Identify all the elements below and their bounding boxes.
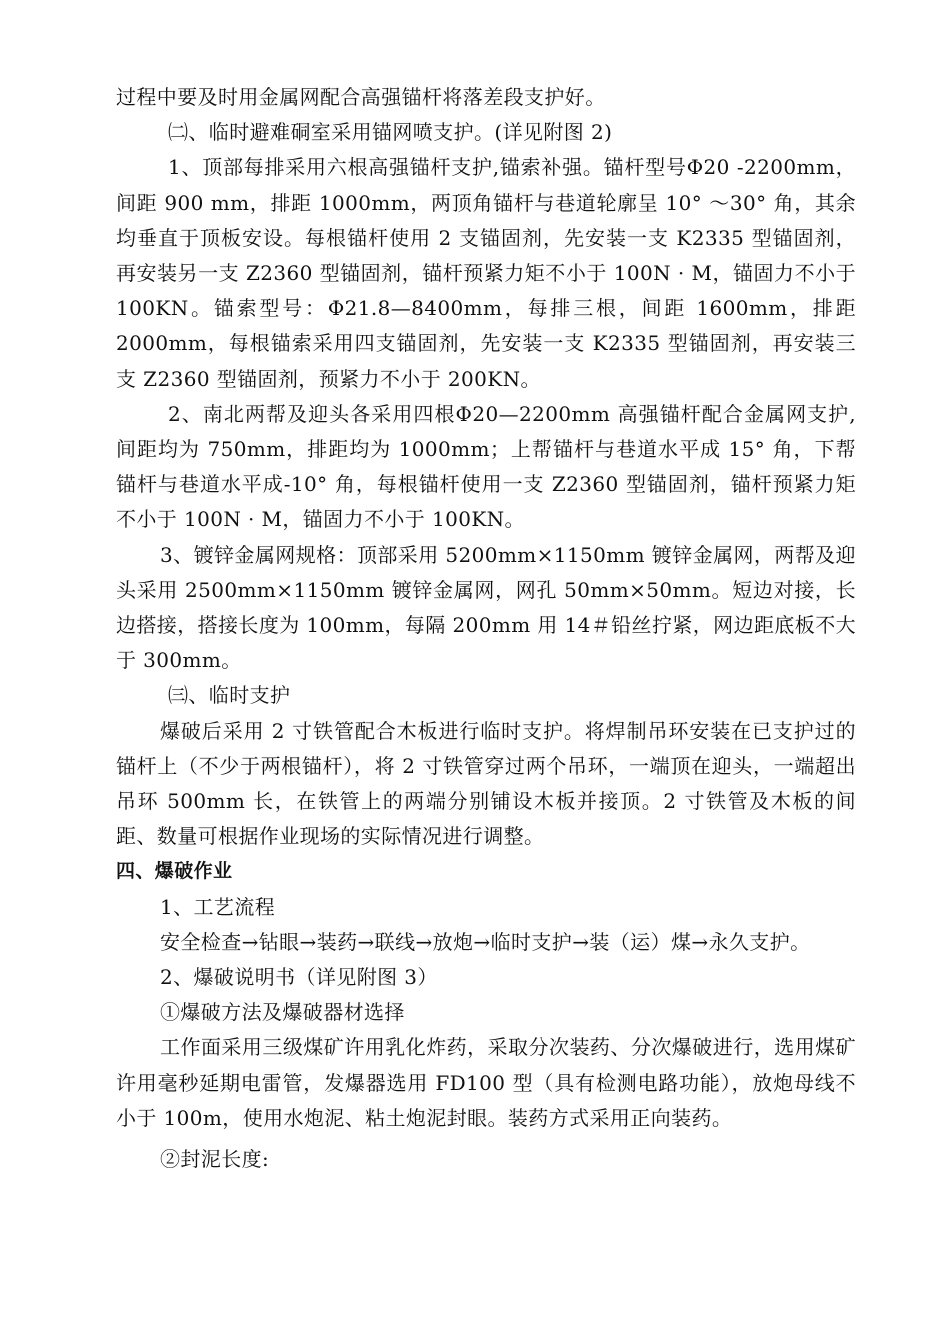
section-heading-refuge-chamber: ㈡、临时避难硐室采用锚网喷支护。(详见附图 2) — [168, 120, 613, 145]
chapter-heading-blasting: 四、爆破作业 — [116, 860, 233, 883]
paragraph-roof-support: 1、顶部每排采用六根高强锚杆支护,锚索补强。锚杆型号Φ20 -2200mm，间距 900 mm，排距 1000mm，两顶角锚杆与巷道轮廓呈 10° ～30° 角，其余均垂直于顶板安设。每根锚杆使用 2 支锚固剂，先安装一支 K2335 型锚固剂，再安装另一支 Z2360 型锚固剂，锚杆预紧力矩不小于 100N · M，锚固力不小于 100KN。锚索型号：Φ21.8—8400mm，每排三根，间距 1600mm，排距 2000mm，每根锚索采用四支锚固剂，先安装一支 K2335 型锚固剂，再安装三支 Z2360 型锚固剂，预紧力不小于 200KN。 — [116, 155, 856, 391]
section-heading-temporary-support: ㈢、临时支护 — [168, 683, 291, 708]
paragraph-process-flow: 安全检查→钻眼→装药→联线→放炮→临时支护→装（运）煤→永久支护。 — [160, 929, 811, 954]
document-body — [116, 80, 856, 1177]
paragraph-support-note: 过程中要及时用金属网配合高强锚杆将落差段支护好。 — [116, 85, 606, 109]
subheading-blasting-method: ①爆破方法及爆破器材选择 — [160, 1000, 405, 1025]
subheading-blasting-manual: 2、爆破说明书（详见附图 3） — [160, 965, 438, 990]
paragraph-mesh-spec: 3、镀锌金属网规格：顶部采用 5200mm×1150mm 镀锌金属网，两帮及迎头采用 2500mm×1150mm 镀锌金属网，网孔 50mm×50mm。短边对接，长边搭接，搭接长度为 100mm，每隔 200mm 用 14＃铅丝拧紧，网边距底板不大于 300mm。 — [116, 542, 856, 673]
paragraph-blasting-method: 工作面采用三级煤矿许用乳化炸药，采取分次装药、分次爆破进行，选用煤矿许用毫秒延期电雷管，发爆器选用 FD100 型（具有检测电路功能），放炮母线不小于 100m，使用水炮泥、粘土炮泥封眼。装药方式采用正向装药。 — [116, 1035, 856, 1130]
paragraph-side-support: 2、南北两帮及迎头各采用四根Φ20—2200mm 高强锚杆配合金属网支护,间距均为 750mm，排距均为 1000mm；上帮锚杆与巷道水平成 15° 角，下帮锚杆与巷道水平成-10° 角，每根锚杆使用一支 Z2360 型锚固剂，锚杆预紧力矩不小于 100N · M，锚固力不小于 100KN。 — [116, 401, 856, 532]
paragraph-temporary-support: 爆破后采用 2 寸铁管配合木板进行临时支护。将焊制吊环安装在已支护过的锚杆上（不少于两根锚杆），将 2 寸铁管穿过两个吊环，一端顶在迎头，一端超出吊环 500mm 长，在铁管上的两端分别铺设木板并接顶。2 寸铁管及木板的间距、数量可根据作业现场的实际情况进行调整。 — [116, 718, 856, 849]
subheading-process-flow: 1、工艺流程 — [160, 894, 276, 919]
subheading-stemming-length: ②封泥长度: — [160, 1147, 270, 1172]
